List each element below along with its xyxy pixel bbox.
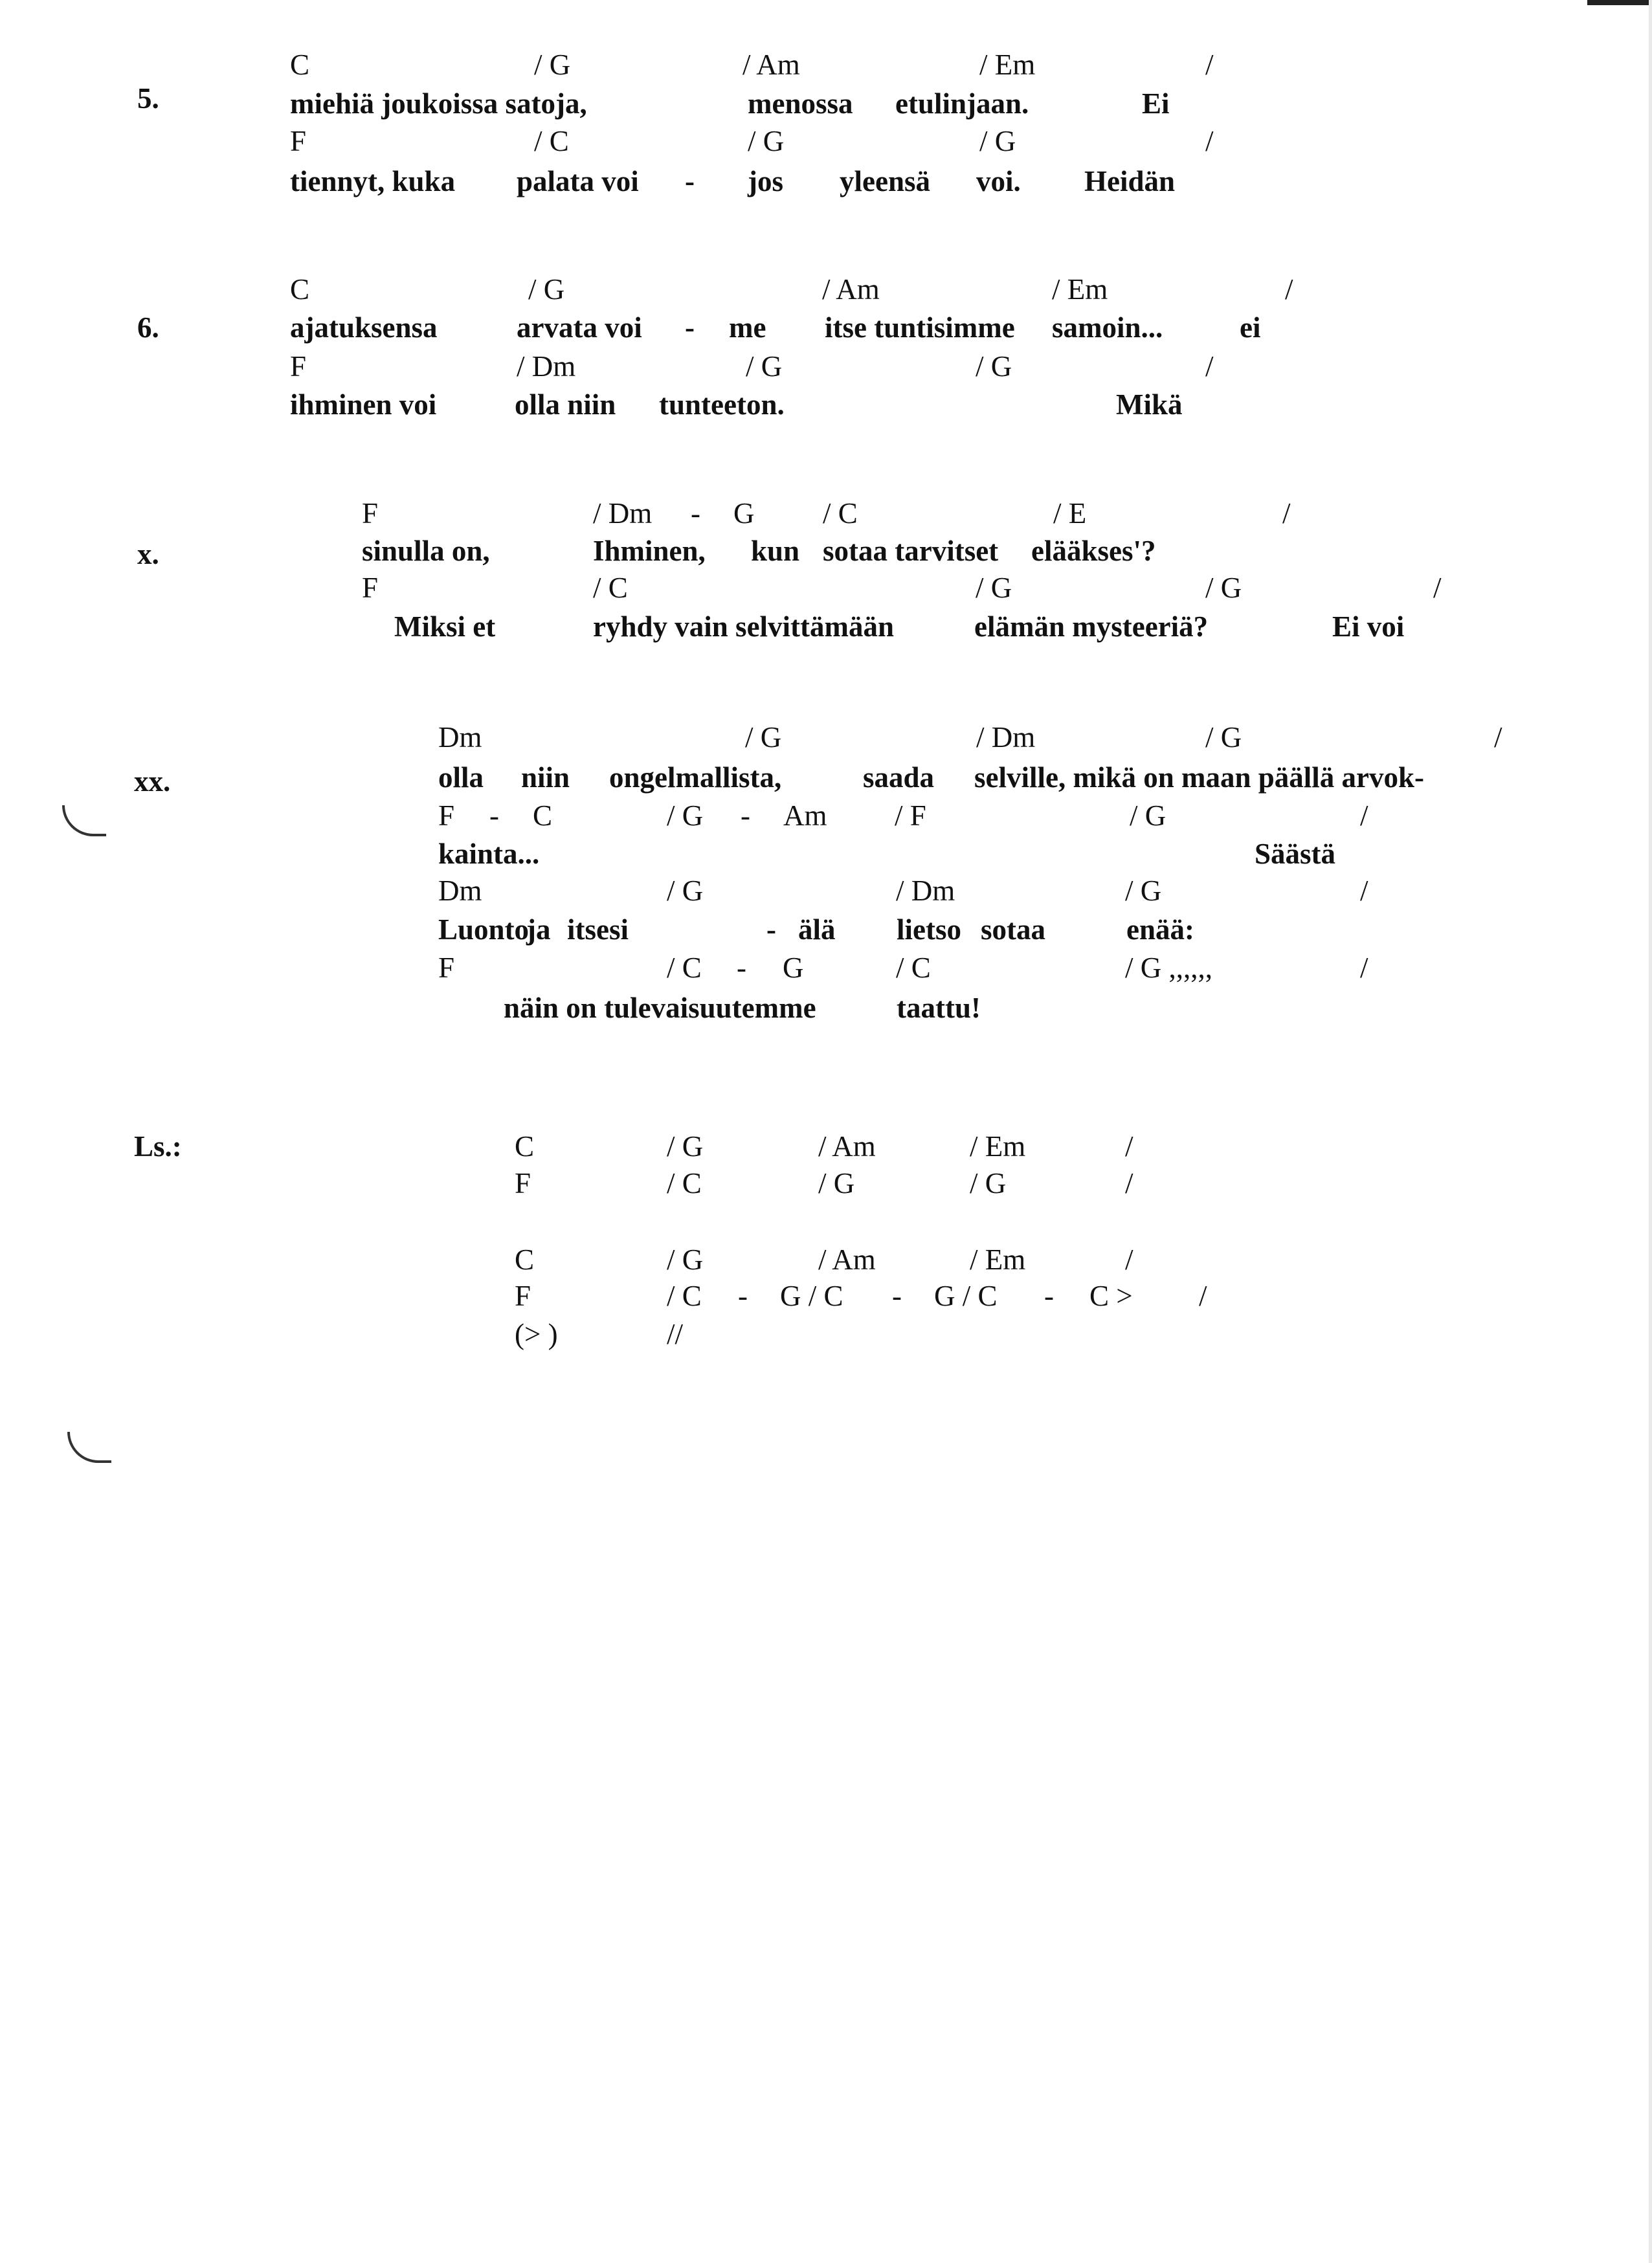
chord-symbol: / Dm <box>976 721 1036 753</box>
lyric-text: sotaa tarvitset <box>823 535 999 567</box>
lyric-text: ihminen voi <box>290 388 437 421</box>
lyric-text: - <box>766 913 776 946</box>
chord-symbol: C <box>290 273 310 306</box>
chord-symbol: G / C <box>934 1280 998 1312</box>
chord-symbol: / C <box>667 1280 702 1312</box>
lyric-text: voi. <box>976 165 1021 197</box>
chord-symbol: / G <box>667 875 704 907</box>
verse-label: Ls.: <box>134 1130 182 1163</box>
lyric-text: Luonto <box>438 913 530 946</box>
chord-symbol: F <box>290 350 307 383</box>
chord-symbol: / <box>1494 721 1502 753</box>
chord-symbol: G / C <box>780 1280 843 1312</box>
chord-symbol: / C <box>823 497 858 530</box>
chord-symbol: / <box>1125 1167 1133 1199</box>
chord-symbol: / Dm <box>593 497 653 530</box>
lyric-text: selville, mikä on maan päällä arvok- <box>974 761 1425 794</box>
lyric-text: taattu! <box>897 992 981 1024</box>
lyric-text: enää: <box>1126 913 1194 946</box>
chord-symbol: / Am <box>818 1243 876 1276</box>
lyric-text: - <box>685 311 695 344</box>
lyric-text: Ei <box>1142 87 1170 120</box>
chord-symbol: G <box>783 952 804 984</box>
chord-symbol: / C <box>667 1167 702 1199</box>
lyric-text: - <box>685 165 695 197</box>
chord-symbol: F <box>290 125 307 157</box>
lyric-text: Miksi et <box>394 610 496 643</box>
chord-symbol: / G <box>976 572 1012 604</box>
chord-symbol: / G <box>746 350 783 383</box>
verse-label: 5. <box>137 82 159 115</box>
chord-symbol: / <box>1285 273 1293 306</box>
chord-symbol: / G <box>534 49 571 81</box>
lyric-text: jos <box>748 165 783 197</box>
chord-symbol: Dm <box>438 721 482 753</box>
chord-symbol: C <box>515 1243 535 1276</box>
lyric-text: miehiä joukoissa satoja, <box>290 87 587 120</box>
chord-symbol: / <box>1205 49 1214 81</box>
chord-symbol: / G <box>1205 572 1242 604</box>
chord-symbol: / <box>1360 799 1368 832</box>
chord-symbol: Dm <box>438 875 482 907</box>
lyric-text: palata voi <box>517 165 639 197</box>
chord-symbol: / Em <box>1052 273 1108 306</box>
lyric-text: Mikä <box>1116 388 1183 421</box>
chord-symbol: / Em <box>970 1243 1026 1276</box>
lyric-text: elääkses'? <box>1031 535 1156 567</box>
lyric-text: Ihminen, <box>593 535 706 567</box>
chord-symbol: / Em <box>970 1130 1026 1163</box>
lyric-text: yleensä <box>840 165 930 197</box>
chord-symbol: // <box>667 1318 684 1350</box>
chord-symbol: F <box>438 799 455 832</box>
chord-symbol: - <box>892 1280 902 1312</box>
lyric-text: älä <box>798 913 836 946</box>
chord-symbol: / G <box>667 1130 704 1163</box>
lyric-text: me <box>729 311 766 344</box>
chord-symbol: C <box>533 799 553 832</box>
lyric-text: ongelmallista, <box>609 761 782 794</box>
chord-symbol: / G <box>1125 875 1162 907</box>
chord-symbol: C <box>290 49 310 81</box>
chord-symbol: - <box>1044 1280 1054 1312</box>
chord-symbol: (> ) <box>515 1318 558 1350</box>
chord-symbol: / G <box>970 1167 1007 1199</box>
verse-label: xx. <box>134 765 171 797</box>
chord-symbol: / G <box>1205 721 1242 753</box>
chord-symbol: F <box>362 572 379 604</box>
chord-symbol: / G <box>748 125 785 157</box>
chord-symbol: / E <box>1053 497 1087 530</box>
chord-symbol: / <box>1433 572 1442 604</box>
lyric-text: ja <box>526 913 551 946</box>
chord-symbol: - <box>737 952 746 984</box>
chord-symbol: / C <box>534 125 569 157</box>
verse-label: x. <box>137 538 159 570</box>
lyric-text: sinulla on, <box>362 535 490 567</box>
chord-symbol: / C <box>896 952 931 984</box>
lyric-text: samoin... <box>1052 311 1163 344</box>
lyric-text: olla <box>438 761 484 794</box>
chord-symbol: C > <box>1089 1280 1133 1312</box>
chord-symbol: / <box>1205 125 1214 157</box>
lyric-text: elämän mysteeriä? <box>974 610 1209 643</box>
chord-symbol: F <box>362 497 379 530</box>
lyric-text: Ei voi <box>1332 610 1405 643</box>
chord-symbol: F <box>438 952 455 984</box>
punch-hole-mark <box>67 1432 111 1463</box>
chord-symbol: - <box>691 497 700 530</box>
lyric-text: niin <box>521 761 570 794</box>
chord-symbol: / G <box>667 1243 704 1276</box>
lyric-text: arvata voi <box>517 311 642 344</box>
chord-symbol: - <box>741 799 750 832</box>
lyric-text: tunteeton. <box>659 388 785 421</box>
chord-symbol: / <box>1199 1280 1207 1312</box>
lyric-text: tiennyt, kuka <box>290 165 456 197</box>
chord-symbol: / G <box>976 350 1012 383</box>
lyric-text: ei <box>1240 311 1261 344</box>
scan-edge-shadow <box>1649 0 1652 2263</box>
chord-symbol: / Em <box>979 49 1036 81</box>
lyric-text: itsesi <box>567 913 629 946</box>
chord-symbol: F <box>515 1280 531 1312</box>
chord-symbol: - <box>738 1280 748 1312</box>
chord-symbol: F <box>515 1167 531 1199</box>
chord-symbol: / C <box>667 952 702 984</box>
chord-symbol: / G <box>979 125 1016 157</box>
chord-symbol: / G <box>667 799 704 832</box>
chord-symbol: / G <box>818 1167 855 1199</box>
chord-symbol: / C <box>593 572 628 604</box>
lyric-text: lietso <box>897 913 961 946</box>
lyric-text: sotaa <box>981 913 1045 946</box>
punch-hole-mark <box>62 805 106 836</box>
verse-label: 6. <box>137 311 159 344</box>
chord-symbol: / <box>1125 1130 1133 1163</box>
chord-symbol: / Am <box>742 49 800 81</box>
lyric-text: ajatuksensa <box>290 311 438 344</box>
chord-symbol: Am <box>783 799 827 832</box>
chord-symbol: / Dm <box>517 350 576 383</box>
lyric-text: Heidän <box>1084 165 1176 197</box>
chord-symbol: / G <box>1130 799 1166 832</box>
chord-symbol: / F <box>895 799 926 832</box>
lyric-text: olla niin <box>515 388 616 421</box>
lyric-text: saada <box>863 761 935 794</box>
lyric-text: kainta... <box>438 838 540 870</box>
chord-symbol: / G ,,,,,, <box>1125 952 1212 984</box>
scan-edge-mark <box>1587 0 1652 5</box>
chord-symbol: G <box>733 497 755 530</box>
chord-symbol: / <box>1125 1243 1133 1276</box>
chord-symbol: / G <box>528 273 565 306</box>
chord-symbol: / Dm <box>896 875 955 907</box>
chord-symbol: / <box>1205 350 1214 383</box>
chord-symbol: / <box>1282 497 1291 530</box>
lyric-text: itse tuntisimme <box>825 311 1015 344</box>
lyric-text: Säästä <box>1255 838 1336 870</box>
lyric-text: etulinjaan. <box>895 87 1029 120</box>
chord-symbol: / <box>1360 875 1368 907</box>
chord-symbol: / Am <box>818 1130 876 1163</box>
chord-symbol: / G <box>745 721 782 753</box>
chord-symbol: C <box>515 1130 535 1163</box>
lyric-text: kun <box>751 535 800 567</box>
lyric-text: ryhdy vain selvittämään <box>593 610 895 643</box>
chord-symbol: - <box>489 799 499 832</box>
lyric-text: menossa <box>748 87 853 120</box>
chord-symbol: / <box>1360 952 1368 984</box>
chord-symbol: / Am <box>822 273 880 306</box>
lyric-text: näin on tulevaisuutemme <box>504 992 816 1024</box>
